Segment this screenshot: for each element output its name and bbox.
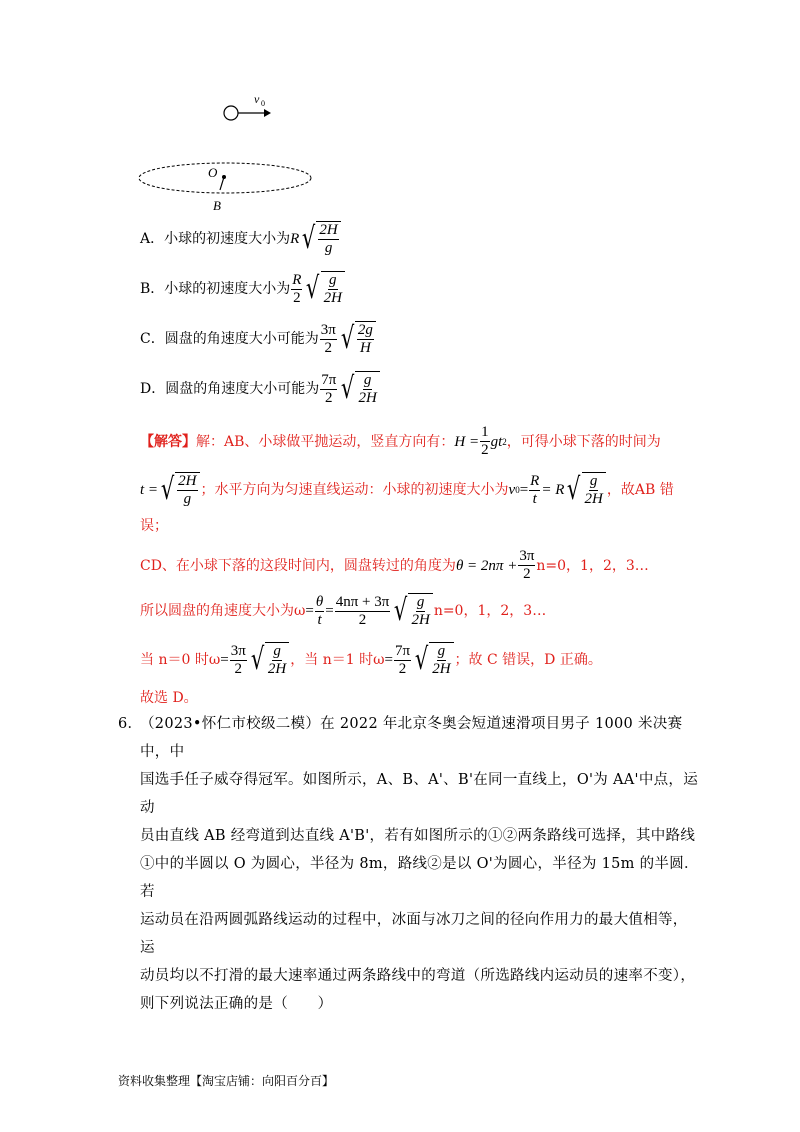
solution-line-5: 所以圆盘的角速度大小为ω = $\frac{\theta}{t}$ = $\frac{4n\pi + 3\pi}{2}$ √ $\frac{g}{2H}$ n=0，1，2，3… [140, 593, 547, 628]
option-d-coef: $\frac{7\pi}{2}$ [321, 371, 337, 406]
option-a-text: A．小球的初速度大小为 [140, 231, 291, 247]
solution-line-3: 误； [140, 518, 168, 534]
option-b-coef: $\frac{R}{2}$ [292, 271, 302, 306]
point-label: B [213, 198, 221, 213]
option-b [140, 271, 346, 307]
option-d-text: D．圆盘的角速度大小可能为 [140, 381, 320, 397]
option-a-coef: R [290, 231, 300, 247]
question-6-line: （2023•怀仁市校级二模）在 2022 年北京冬奥会短道速滑项目男子 1000 米决赛中，中 [140, 716, 683, 760]
option-b-sqrt: √ $\frac{g}{2H}$ [303, 271, 345, 307]
ball [224, 106, 238, 120]
velocity-sub: 0 [261, 99, 265, 108]
question-6-line: 运动员在沿两圆弧路线运动的过程中，冰面与冰刀之间的径向作用力的最大值相等，运 [140, 912, 688, 956]
radius-mark [220, 177, 224, 190]
solution-tag: 【解答】 [140, 433, 196, 450]
page-footer: 资料收集整理【淘宝店铺：向阳百分百】 [118, 1074, 335, 1088]
question-6-body [140, 710, 700, 1018]
solution-line-2: t = √ $\frac{2H}{g}$ ；水平方向为匀速直线运动：小球的初速度大小为 v 0 = $\frac{R}{t}$ = R √ $\frac{g}{2H}$ ，故AB 错 [140, 472, 674, 507]
velocity-label: v [254, 92, 260, 106]
option-d-sqrt: √ $\frac{g}{2H}$ [338, 371, 380, 407]
option-a [140, 221, 342, 257]
solution-line-7: 故选 D。 [140, 690, 198, 706]
solution-line-6: 当 n＝0 时ω = $\frac{3\pi}{2}$ √ $\frac{g}{2H}$ ，当 n＝1 时ω = $\frac{7\pi}{2}$ √ $\frac{g}{2H}$ ；故 C 错误，D 正确。 [140, 642, 602, 677]
velocity-arrowhead [264, 109, 271, 117]
solution-line-1: 【解答】 解：AB、小球做平抛运动，竖直方向有： H = $\frac{1}{2}$ gt 2 ，可得小球下落的时间为 [140, 424, 661, 458]
option-b-text: B．小球的初速度大小为 [140, 281, 291, 297]
solution-line-4: CD、在小球下落的这段时间内，圆盘转过的角度为 θ = 2nπ + $\frac{3\pi}{2}$ n=0，1，2，3… [140, 548, 649, 582]
option-c [140, 321, 377, 357]
question-6-line: 员由直线 AB 经弯道到达直线 A'B'，若有如图所示的①②两条路线可选择，其中路线 [140, 828, 696, 844]
option-c-text: C．圆盘的角速度大小可能为 [140, 331, 319, 347]
question-6-line: 则下列说法正确的是（ ） [140, 996, 333, 1012]
option-a-sqrt: √ $\frac{2H}{g}$ [299, 221, 341, 257]
option-c-coef: $\frac{3\pi}{2}$ [320, 321, 336, 356]
option-c-sqrt: √ $\frac{2g}{H}$ [338, 321, 377, 357]
question-6-line: 动员均以不打滑的最大速率通过两条路线中的弯道（所选路线内运动员的速率不变）， [140, 968, 696, 984]
question-6-number: 6． [118, 716, 143, 732]
question-6-line: 国选手任子威夺得冠军。如图所示，A、B、A'、B'在同一直线上，O'为 AA'中点，运动 [140, 772, 699, 816]
question-6-line: ①中的半圆以 O 为圆心，半径为 8m，路线②是以 O'为圆心，半径为 15m 的半圆．若 [140, 856, 699, 900]
center-label: O [208, 165, 218, 180]
option-d [140, 371, 381, 407]
figure-disk-ball [130, 90, 330, 215]
